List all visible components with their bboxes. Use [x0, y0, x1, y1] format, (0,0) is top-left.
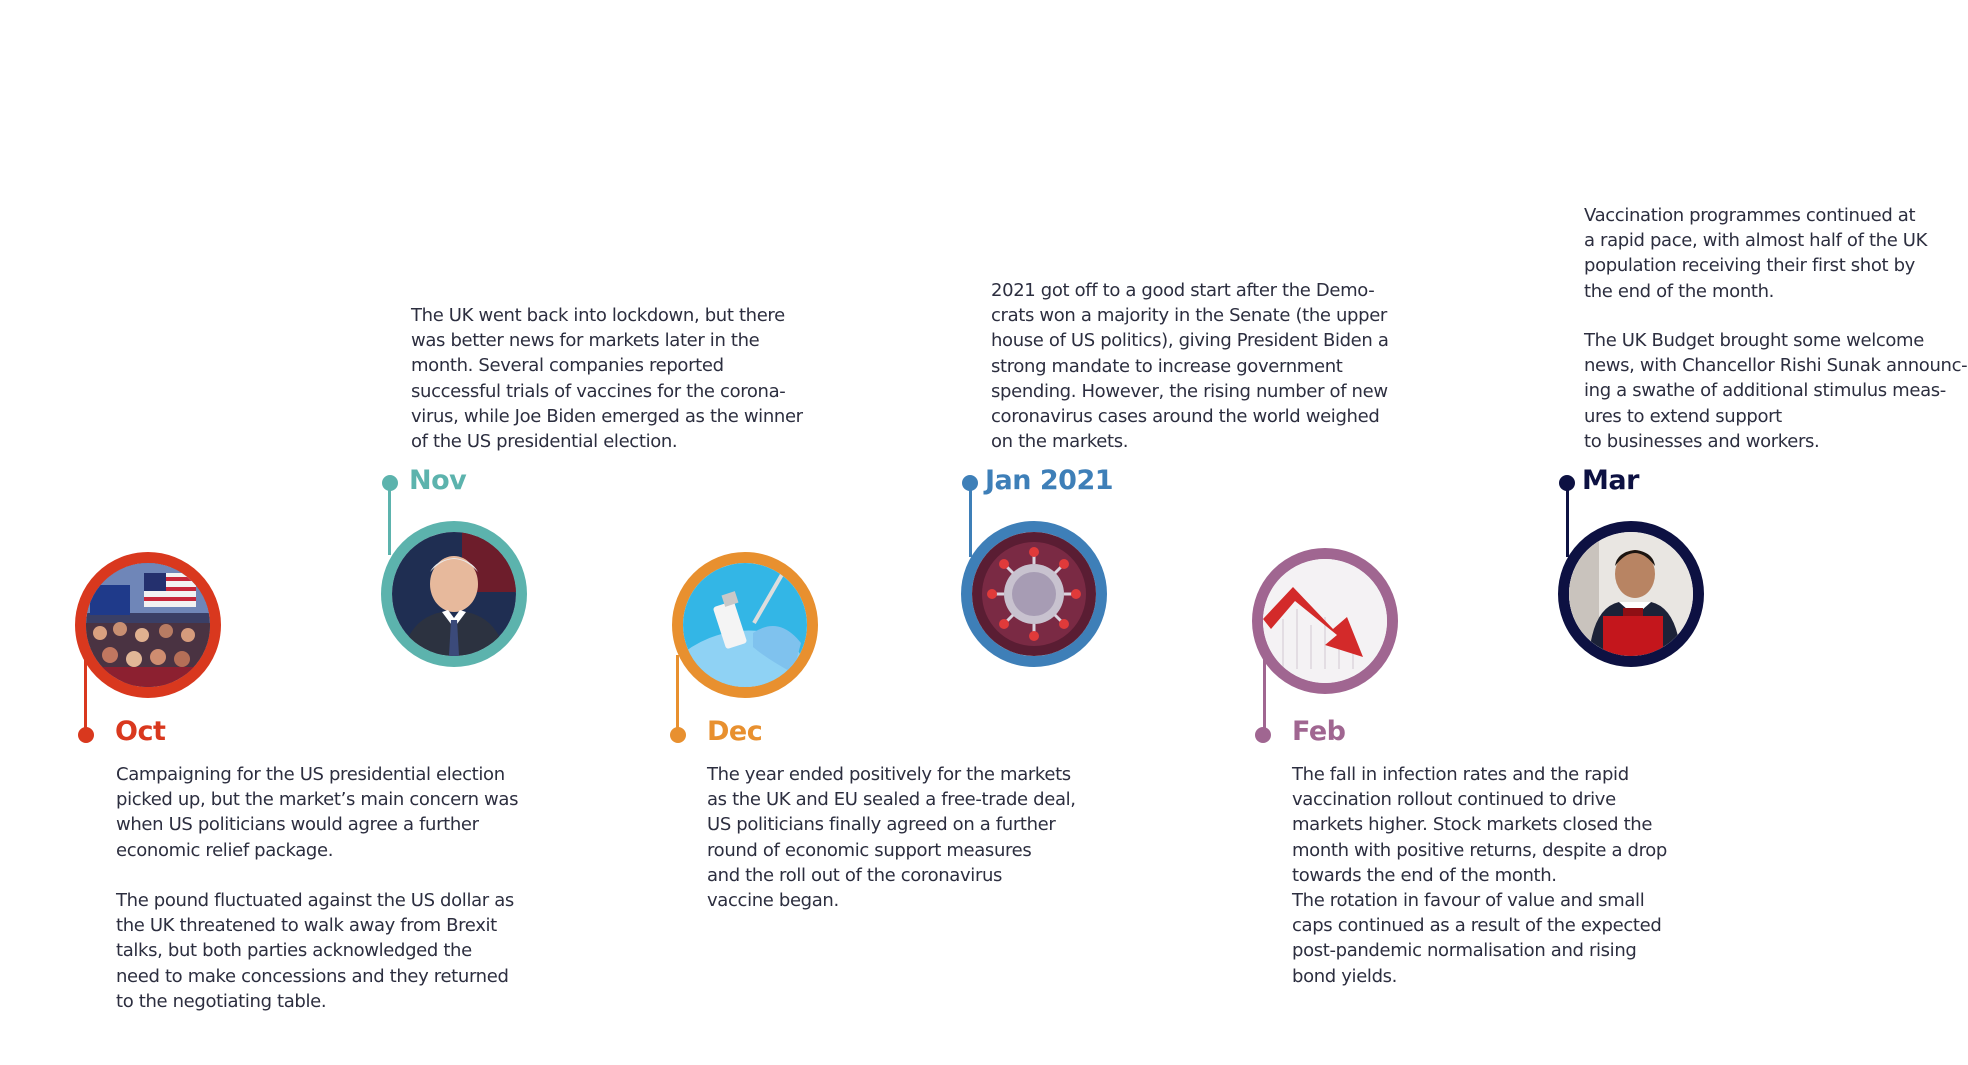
falling-arrow-icon — [1263, 559, 1387, 683]
oct-photo — [75, 552, 221, 698]
feb-photo — [1252, 548, 1398, 694]
nov-photo — [381, 521, 527, 667]
jan-text-1: 2021 got off to a good start after the Demo- crats won a majority in the Senate (the upper house of US politics), giving President Biden a strong mandate to increase government spending. However, the rising number of new coronavirus cases around the world weighed on the markets. — [991, 280, 1389, 453]
oct-connector — [84, 655, 87, 735]
virus-icon — [972, 532, 1096, 656]
mar-text-2: The UK Budget brought some welcome news, with Chancellor Rishi Sunak announc- ing a swathe of additional stimulus meas- ures to extend support to businesses and workers. — [1584, 330, 1968, 452]
mar-text-1: Vaccination programmes continued at a rapid pace, with almost half of the UK population receiving their first shot by the end of the month. — [1584, 205, 1928, 302]
nov-label: Nov — [409, 465, 467, 496]
jan-label: Jan 2021 — [985, 465, 1114, 496]
feb-marker-dot — [1255, 727, 1271, 743]
dec-photo — [672, 552, 818, 698]
nov-connector — [388, 485, 391, 555]
budget-box-portrait-icon — [1569, 532, 1693, 656]
jan-connector — [969, 485, 972, 557]
dec-label: Dec — [707, 716, 763, 747]
jan-photo — [961, 521, 1107, 667]
feb-connector — [1263, 655, 1266, 735]
mar-label: Mar — [1582, 465, 1639, 496]
rally-crowd-icon — [86, 563, 210, 687]
oct-text-1: Campaigning for the US presidential election picked up, but the market’s main concern was when US politicians would agree a further economic relief package. — [116, 764, 519, 861]
portrait-icon — [392, 532, 516, 656]
feb-label: Feb — [1292, 716, 1346, 747]
dec-text-1: The year ended positively for the markets as the UK and EU sealed a free-trade deal, US politicians finally agreed on a further round of economic support measures and the roll out of the coronavirus vaccine began. — [707, 764, 1076, 912]
dec-connector — [676, 655, 679, 735]
nov-text-1: The UK went back into lockdown, but there was better news for markets later in the month. Several companies reported successful trials of vaccines for the corona- virus, while Joe Biden emerged as the winner of the US presidential election. — [411, 305, 803, 453]
feb-text-1: The fall in infection rates and the rapid vaccination rollout continued to drive markets higher. Stock markets closed the month with positive returns, despite a drop towards the end of the month. The rotation in favour of value and small caps continued as a result of the expected post-pandemic normalisation and rising bond yields. — [1292, 764, 1667, 987]
oct-text-2: The pound fluctuated against the US dollar as the UK threatened to walk away from Brexit talks, but both parties acknowledged the need to make concessions and they returned to the negotiating table. — [116, 890, 514, 1012]
mar-connector — [1566, 485, 1569, 557]
dec-marker-dot — [670, 727, 686, 743]
oct-label: Oct — [115, 716, 166, 747]
oct-marker-dot — [78, 727, 94, 743]
vaccine-vial-icon — [683, 563, 807, 687]
mar-photo — [1558, 521, 1704, 667]
